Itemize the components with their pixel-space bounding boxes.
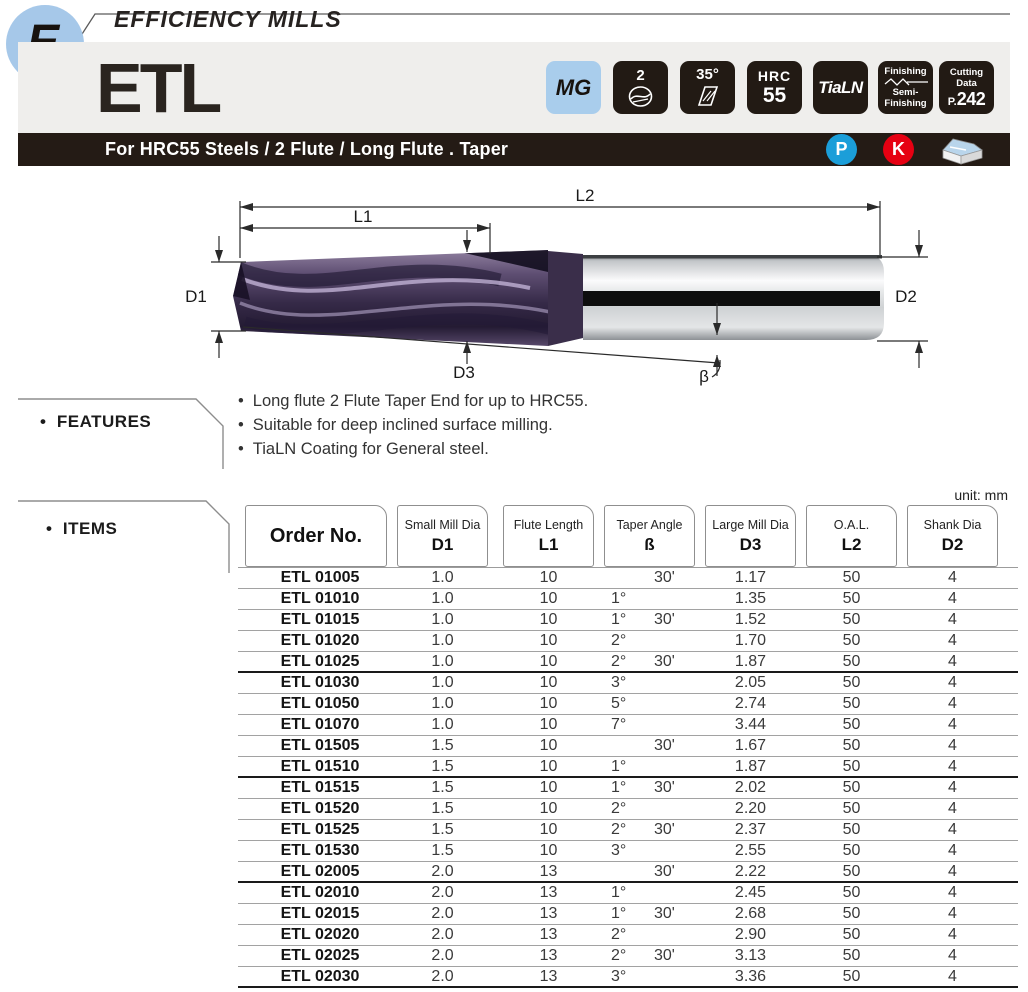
- table-row: [238, 967, 1018, 988]
- cell-d3: 1.87: [734, 758, 767, 775]
- cell-d1: 1.5: [431, 800, 454, 817]
- cell-order: ETL 02005: [280, 863, 360, 880]
- cell-order: ETL 01070: [280, 716, 360, 733]
- cell-l2: 50: [842, 737, 861, 754]
- cell-deg: [611, 736, 647, 756]
- bullet-icon: •: [238, 392, 244, 410]
- cell-l2: 50: [842, 821, 861, 838]
- cell-order: ETL 02030: [280, 968, 360, 985]
- cell-l1: 10: [539, 611, 558, 628]
- tool-neck: [548, 251, 583, 346]
- cell-deg: 7°: [611, 716, 627, 733]
- table-row: [238, 841, 1018, 862]
- series-title: EFFICIENCY MILLS: [114, 6, 342, 32]
- badge-finishing-class: [878, 61, 933, 114]
- table-row: [238, 736, 1018, 757]
- cell-d3: 3.44: [734, 716, 767, 733]
- subtitle-bar: [18, 133, 1010, 166]
- cell-d1: 2.0: [431, 926, 454, 943]
- col-header-d2: Shank Dia D2: [907, 505, 998, 567]
- table-row: [238, 925, 1018, 946]
- cell-d2: 4: [948, 590, 957, 607]
- cell-l1: 10: [539, 779, 558, 796]
- unit-note: unit: mm: [954, 487, 1008, 503]
- cell-d3: 1.67: [734, 737, 767, 754]
- cell-d1: 1.0: [431, 674, 454, 691]
- col-header-l2: O.A.L. L2: [806, 505, 897, 567]
- cell-d1: 2.0: [431, 968, 454, 985]
- cell-d3: 1.52: [734, 611, 767, 628]
- cell-l1: 13: [539, 947, 558, 964]
- cell-d3: 2.68: [734, 905, 767, 922]
- badge-mg-label: MG: [555, 74, 592, 100]
- dim-label-d3: D3: [453, 363, 475, 382]
- shank-reflection-stripe: [583, 291, 880, 306]
- cell-d3: 2.74: [734, 695, 767, 712]
- bullet-icon: •: [40, 412, 57, 431]
- cell-deg: 2°: [611, 821, 627, 838]
- cell-order: ETL 02020: [280, 926, 360, 943]
- cell-l2: 50: [842, 695, 861, 712]
- cell-order: ETL 01050: [280, 695, 360, 712]
- badge-coating: [813, 61, 868, 114]
- col-header-l1: Flute Length L1: [503, 505, 594, 567]
- dim-label-beta: β: [699, 367, 709, 386]
- cell-d1: 2.0: [431, 947, 454, 964]
- badge-hardness: [747, 61, 802, 114]
- cell-d1: 1.0: [431, 569, 454, 586]
- cell-d3: 1.70: [734, 632, 767, 649]
- badge-cutting-label2: Data: [956, 78, 977, 89]
- col-header-d3: Large Mill Dia D3: [705, 505, 796, 567]
- cell-d2: 4: [948, 716, 957, 733]
- cell-min: [654, 589, 690, 609]
- cell-min: [654, 631, 690, 651]
- cell-deg: 3°: [611, 842, 627, 859]
- cell-min: 30': [654, 863, 675, 880]
- bullet-icon: •: [46, 519, 63, 538]
- cell-min: 30': [654, 569, 675, 586]
- product-code: ETL: [96, 49, 220, 127]
- cell-order: ETL 01020: [280, 632, 360, 649]
- dim-label-d1: D1: [185, 287, 207, 306]
- cell-l2: 50: [842, 905, 861, 922]
- helix-angle-icon: [695, 84, 721, 108]
- cell-order: ETL 01005: [280, 569, 360, 586]
- cell-d1: 1.0: [431, 653, 454, 670]
- cell-min: [654, 925, 690, 945]
- cell-d1: 2.0: [431, 884, 454, 901]
- badge-cutting-page: P.242: [947, 89, 986, 109]
- cell-l2: 50: [842, 884, 861, 901]
- cell-order: ETL 01505: [280, 737, 360, 754]
- cell-d1: 1.0: [431, 695, 454, 712]
- cell-d1: 1.5: [431, 737, 454, 754]
- cell-l2: 50: [842, 947, 861, 964]
- badge-finishing-bottom: Finishing: [884, 98, 927, 109]
- cell-deg: 5°: [611, 695, 627, 712]
- cell-l2: 50: [842, 653, 861, 670]
- cell-min: [654, 694, 690, 714]
- cell-order: ETL 02025: [280, 947, 360, 964]
- cell-d2: 4: [948, 674, 957, 691]
- feature-item: • Long flute 2 Flute Taper End for up to HRC55.: [238, 392, 589, 410]
- cell-min: [654, 715, 690, 735]
- table-row: [238, 694, 1018, 715]
- iso-k-letter: K: [892, 139, 905, 159]
- cell-d2: 4: [948, 758, 957, 775]
- table-row: [238, 820, 1018, 841]
- cell-d3: 3.36: [734, 968, 767, 985]
- cell-d3: 2.22: [734, 863, 767, 880]
- badge-flute-count: [613, 61, 668, 114]
- col-header-d1: Small Mill Dia D1: [397, 505, 488, 567]
- cell-d1: 1.0: [431, 611, 454, 628]
- cell-l1: 10: [539, 716, 558, 733]
- iso-p-letter: P: [835, 139, 848, 159]
- cell-l2: 50: [842, 779, 861, 796]
- cell-l1: 10: [539, 653, 558, 670]
- table-row: [238, 883, 1018, 904]
- badge-hrc-value: 55: [762, 84, 787, 107]
- cell-l1: 10: [539, 800, 558, 817]
- dim-label-l1: L1: [353, 207, 373, 226]
- table-row: [238, 652, 1018, 673]
- two-flute-end-icon: [627, 85, 654, 108]
- items-heading: • ITEMS: [46, 519, 118, 538]
- cell-l2: 50: [842, 863, 861, 880]
- cell-l1: 10: [539, 737, 558, 754]
- cell-d3: 2.37: [734, 821, 767, 838]
- cell-l2: 50: [842, 569, 861, 586]
- cell-d3: 1.17: [734, 569, 767, 586]
- cell-d2: 4: [948, 653, 957, 670]
- cell-l1: 10: [539, 821, 558, 838]
- cell-min: 30': [654, 611, 675, 628]
- table-row: [238, 631, 1018, 652]
- cell-d1: 1.0: [431, 716, 454, 733]
- badge-mg-grade: [546, 61, 601, 114]
- cell-l2: 50: [842, 926, 861, 943]
- cell-deg: 1°: [611, 884, 627, 901]
- bullet-icon: •: [238, 440, 244, 458]
- cell-deg: 2°: [611, 947, 627, 964]
- cell-d3: 2.05: [734, 674, 767, 691]
- cell-l2: 50: [842, 674, 861, 691]
- cell-d1: 1.5: [431, 821, 454, 838]
- cell-l1: 13: [539, 968, 558, 985]
- feature-item: • Suitable for deep inclined surface milling.: [238, 416, 553, 434]
- cell-d1: 1.5: [431, 842, 454, 859]
- cell-d2: 4: [948, 968, 957, 985]
- cell-deg: 2°: [611, 800, 627, 817]
- cell-deg: 2°: [611, 632, 627, 649]
- dim-label-d2: D2: [895, 287, 917, 306]
- cell-l2: 50: [842, 632, 861, 649]
- cell-l2: 50: [842, 842, 861, 859]
- cell-min: 30': [654, 905, 675, 922]
- table-row: [238, 589, 1018, 610]
- cell-min: [654, 883, 690, 903]
- cell-order: ETL 01030: [280, 674, 360, 691]
- cell-l2: 50: [842, 611, 861, 628]
- cell-d2: 4: [948, 632, 957, 649]
- cell-min: 30': [654, 653, 675, 670]
- bullet-icon: •: [238, 416, 244, 434]
- cell-d2: 4: [948, 863, 957, 880]
- table-row: [238, 946, 1018, 967]
- cell-min: [654, 673, 690, 693]
- cell-order: ETL 01025: [280, 653, 360, 670]
- cell-order: ETL 01510: [280, 758, 360, 775]
- items-table-body: [238, 567, 1018, 988]
- cell-d2: 4: [948, 884, 957, 901]
- cell-deg: 1°: [611, 611, 627, 628]
- cell-l1: 10: [539, 695, 558, 712]
- cell-deg: 1°: [611, 590, 627, 607]
- cell-min: [654, 841, 690, 861]
- cell-d1: 1.0: [431, 590, 454, 607]
- cell-order: ETL 01530: [280, 842, 360, 859]
- cell-l2: 50: [842, 968, 861, 985]
- technical-drawing: [0, 175, 1028, 405]
- cell-order: ETL 01010: [280, 590, 360, 607]
- cell-l2: 50: [842, 758, 861, 775]
- features-heading: • FEATURES: [40, 412, 152, 431]
- cell-deg: [611, 568, 647, 588]
- cell-min: 30': [654, 779, 675, 796]
- table-row: [238, 799, 1018, 820]
- cell-d2: 4: [948, 779, 957, 796]
- cell-d2: 4: [948, 569, 957, 586]
- cell-d2: 4: [948, 905, 957, 922]
- cell-d1: 2.0: [431, 863, 454, 880]
- cell-d3: 1.35: [734, 590, 767, 607]
- cell-d2: 4: [948, 800, 957, 817]
- cell-d3: 2.55: [734, 842, 767, 859]
- cell-d2: 4: [948, 947, 957, 964]
- cell-d1: 2.0: [431, 905, 454, 922]
- table-row: [238, 715, 1018, 736]
- cell-min: [654, 967, 690, 987]
- table-row: [238, 673, 1018, 694]
- table-row: [238, 757, 1018, 778]
- inclined-workpiece-icon: [938, 135, 984, 165]
- cell-l1: 13: [539, 905, 558, 922]
- cell-d3: 2.90: [734, 926, 767, 943]
- cell-deg: 2°: [611, 926, 627, 943]
- cell-l1: 10: [539, 569, 558, 586]
- cell-deg: [611, 862, 647, 882]
- cell-l1: 10: [539, 632, 558, 649]
- table-row: [238, 862, 1018, 883]
- cell-d3: 2.02: [734, 779, 767, 796]
- cell-l1: 13: [539, 926, 558, 943]
- cell-deg: 3°: [611, 674, 627, 691]
- badge-coating-label: TiaLN: [818, 78, 863, 97]
- cell-l2: 50: [842, 800, 861, 817]
- cell-d1: 1.5: [431, 779, 454, 796]
- cell-order: ETL 01515: [280, 779, 360, 796]
- iso-p-steel-badge: [826, 134, 857, 165]
- cell-l1: 10: [539, 674, 558, 691]
- features-tab-outline: [18, 395, 230, 471]
- subtitle-text: For HRC55 Steels / 2 Flute / Long Flute . Taper: [105, 139, 509, 159]
- cell-deg: 1°: [611, 905, 627, 922]
- cell-min: 30': [654, 821, 675, 838]
- cell-l1: 10: [539, 758, 558, 775]
- cell-d3: 3.13: [734, 947, 767, 964]
- dim-label-l2: L2: [575, 186, 595, 205]
- cell-d2: 4: [948, 926, 957, 943]
- cell-min: [654, 799, 690, 819]
- badge-hrc-label: HRC: [757, 68, 792, 84]
- cell-d2: 4: [948, 821, 957, 838]
- cell-d3: 2.45: [734, 884, 767, 901]
- badge-semi-label: Semi-: [892, 87, 919, 98]
- cell-order: ETL 01520: [280, 800, 360, 817]
- cell-l1: 10: [539, 590, 558, 607]
- badge-cutting-label1: Cutting: [949, 67, 984, 78]
- cell-l1: 13: [539, 863, 558, 880]
- cell-deg: 1°: [611, 779, 627, 796]
- cell-min: 30': [654, 737, 675, 754]
- cell-d2: 4: [948, 611, 957, 628]
- badge-finishing-top: Finishing: [884, 66, 927, 77]
- cell-l1: 10: [539, 842, 558, 859]
- badge-flute-label: 2: [636, 66, 645, 84]
- cell-d2: 4: [948, 737, 957, 754]
- cell-d1: 1.5: [431, 758, 454, 775]
- col-header-order-no: Order No.: [245, 505, 387, 567]
- cell-order: ETL 02010: [280, 884, 360, 901]
- cell-l2: 50: [842, 590, 861, 607]
- cell-d3: 2.20: [734, 800, 767, 817]
- cell-deg: 2°: [611, 653, 627, 670]
- cell-min: 30': [654, 947, 675, 964]
- table-row: [238, 778, 1018, 799]
- cell-l1: 13: [539, 884, 558, 901]
- cell-order: ETL 02015: [280, 905, 360, 922]
- cell-order: ETL 01015: [280, 611, 360, 628]
- cell-order: ETL 01525: [280, 821, 360, 838]
- cell-l2: 50: [842, 716, 861, 733]
- cell-min: [654, 757, 690, 777]
- cell-d3: 1.87: [734, 653, 767, 670]
- cell-d2: 4: [948, 695, 957, 712]
- finishing-wave-icon: [882, 77, 930, 87]
- badge-helix-label: 35°: [696, 66, 719, 83]
- cell-deg: 3°: [611, 968, 627, 985]
- col-header-taper-angle: Taper Angle ß: [604, 505, 695, 567]
- cell-deg: 1°: [611, 758, 627, 775]
- cell-d1: 1.0: [431, 632, 454, 649]
- badge-helix-angle: [680, 61, 735, 114]
- feature-item: • TiaLN Coating for General steel.: [238, 440, 489, 458]
- table-row: [238, 568, 1018, 589]
- badge-cutting-data-link[interactable]: [939, 61, 994, 114]
- features-list: [238, 389, 588, 461]
- table-row: [238, 904, 1018, 925]
- cell-d2: 4: [948, 842, 957, 859]
- table-row: [238, 610, 1018, 631]
- iso-k-castiron-badge: [883, 134, 914, 165]
